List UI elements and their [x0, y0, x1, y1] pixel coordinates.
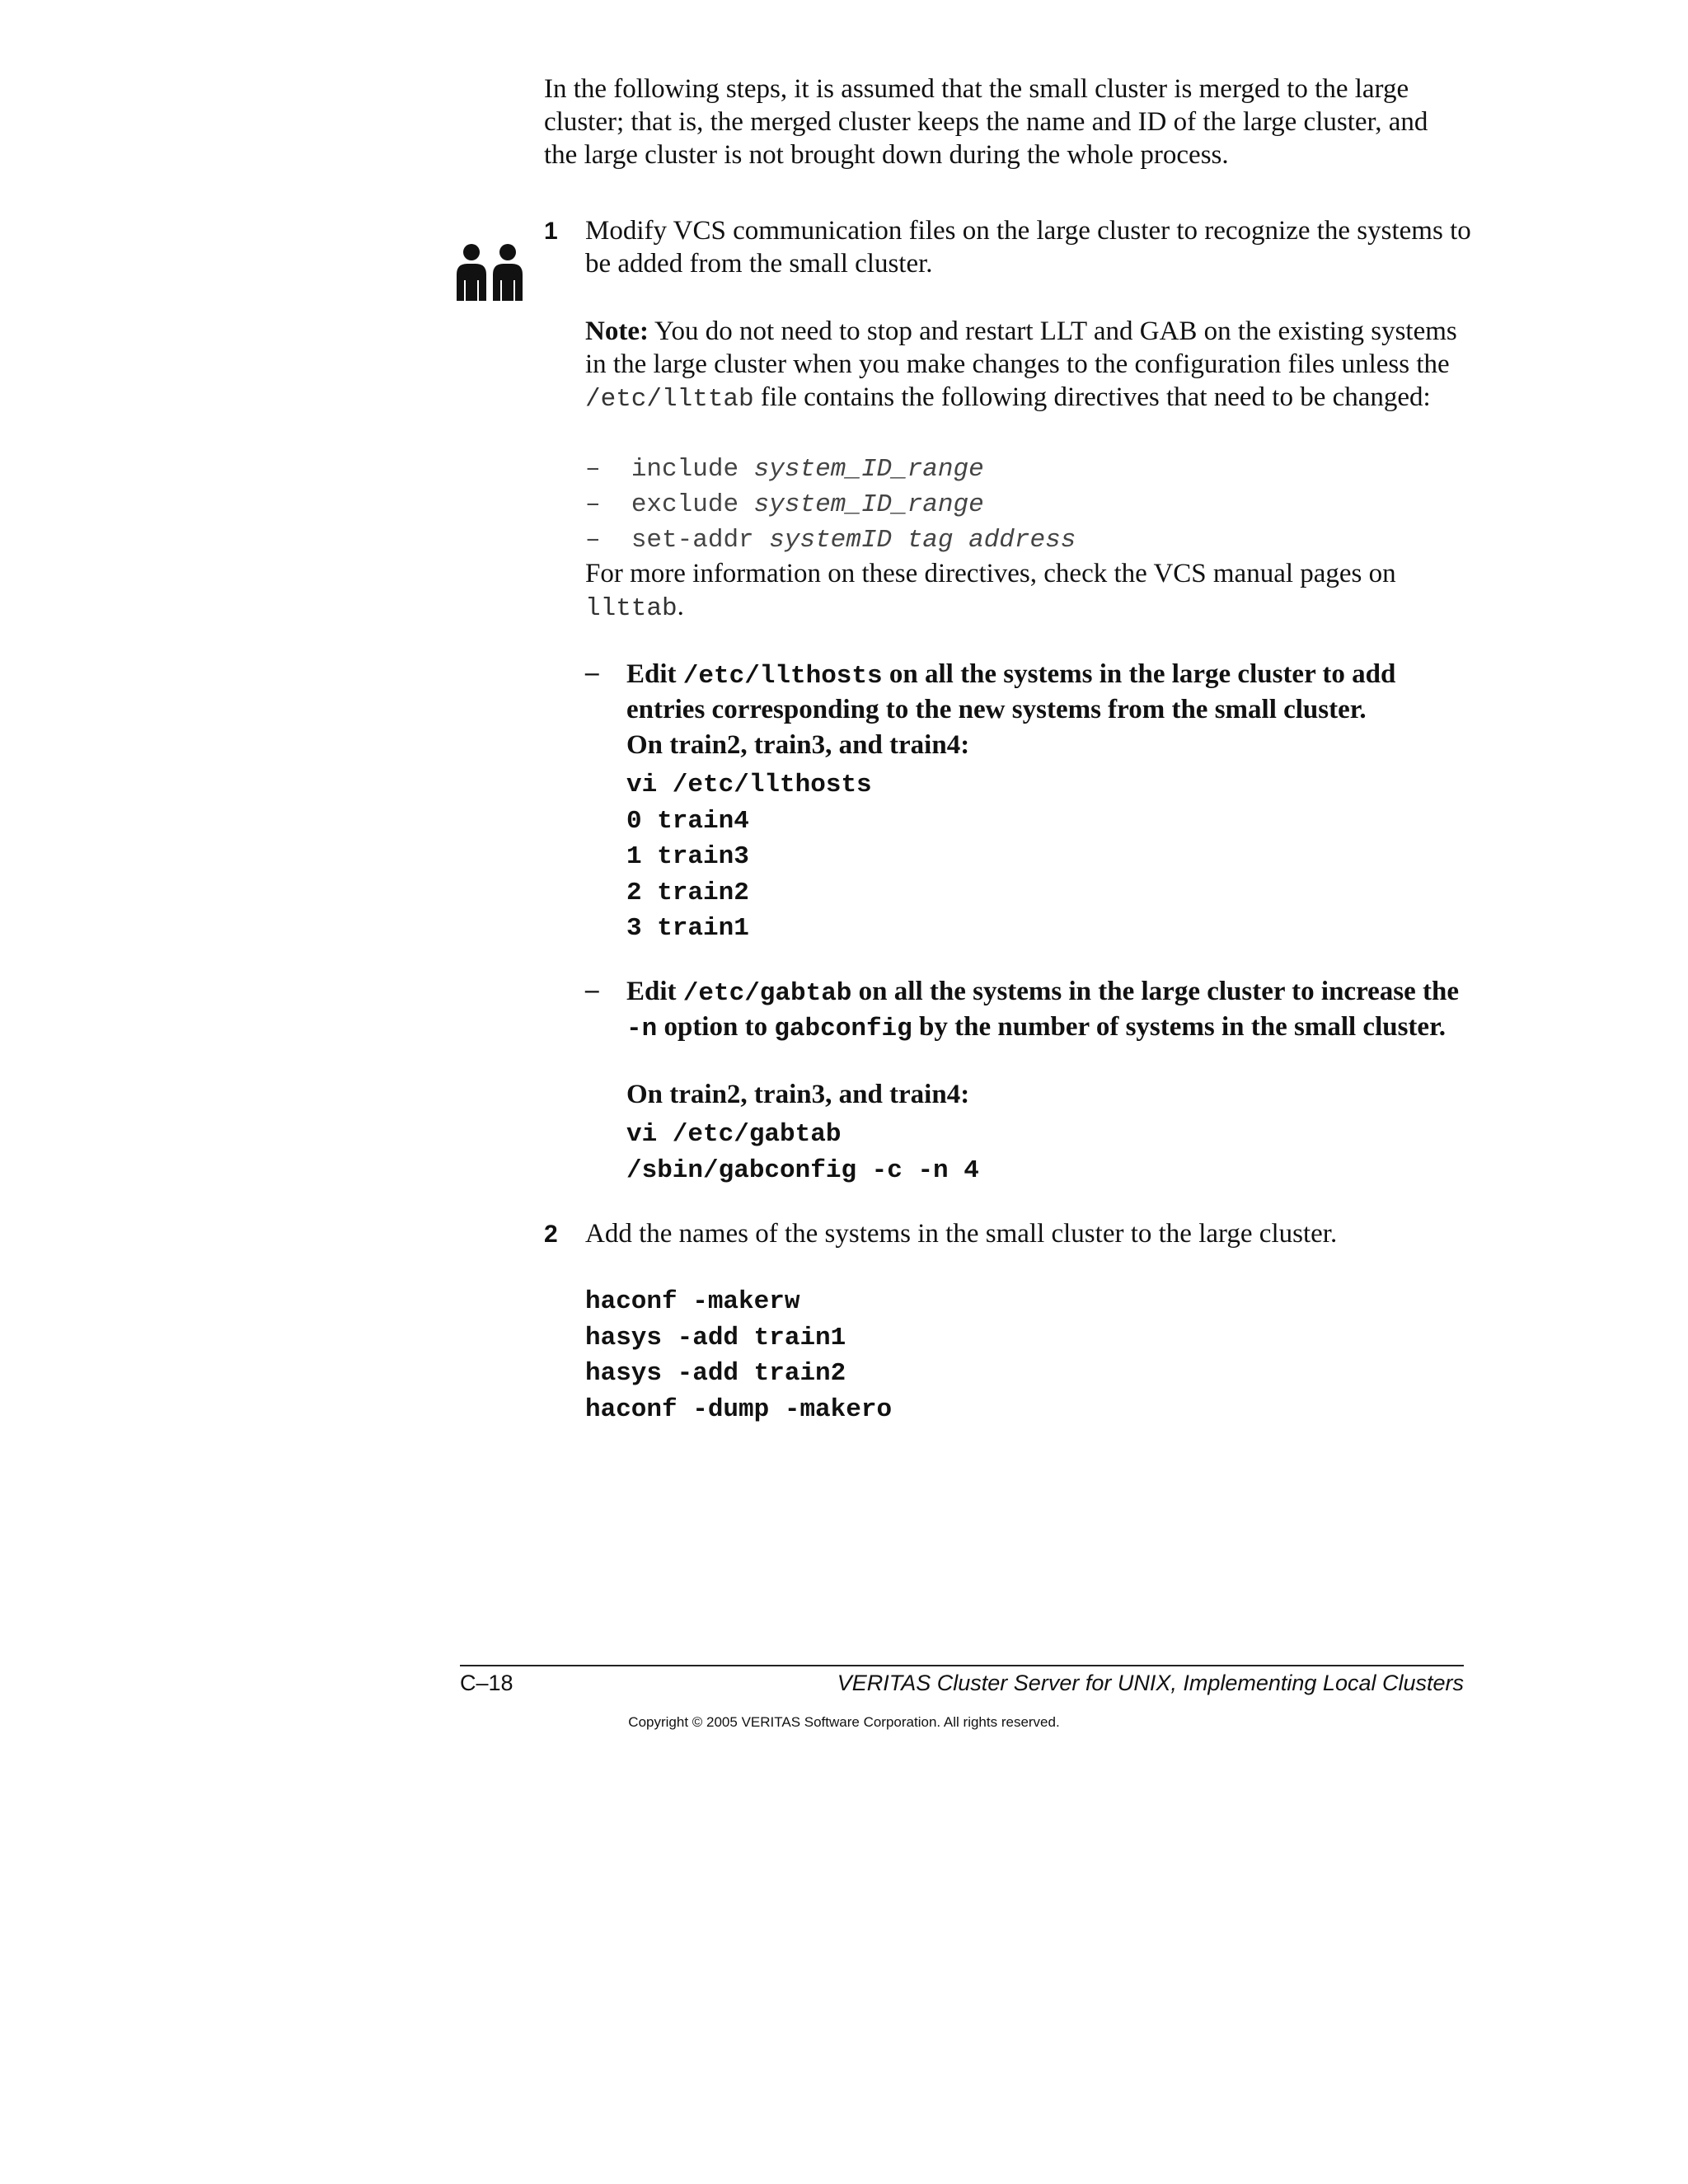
note-file: /etc/llttab: [585, 385, 754, 414]
llthosts-code-block: vi /etc/llthosts 0 train4 1 train3 2 train2 3 train1: [626, 771, 872, 943]
directive-item: – include system_ID_range: [585, 455, 984, 484]
sub-step-a-hosts: On train2, train3, and train4:: [626, 730, 970, 760]
note-paragraph: [585, 315, 1475, 416]
step-1-number: 1: [544, 218, 558, 245]
intro-paragraph: In the following steps, it is assumed that the small cluster is merged to the large cluster; that is, the merged cluster keeps the name and ID of the large cluster, and the large cluster is not brought down during the whole process.: [544, 74, 1428, 170]
step-2-code-block: haconf -makerw hasys -add train1 hasys -add train2 haconf -dump -makero: [585, 1287, 893, 1424]
step-2-text: Add the names of the systems in the small cluster to the large cluster.: [585, 1219, 1338, 1249]
copyright-notice: Copyright © 2005 VERITAS Software Corporation. All rights reserved.: [628, 1714, 1060, 1730]
page-number: C–18: [460, 1671, 513, 1695]
sub-step-b-dash: –: [585, 975, 599, 1005]
step-1-text: Modify VCS communication files on the large cluster to recognize the systems to be added from the small cluster.: [585, 216, 1471, 279]
sub-step-b-heading: Edit /etc/gabtab on all the systems in the large cluster to increase the -n option to gabconfig by the number of systems in the small cluster.: [626, 977, 1460, 1043]
directive-item: – exclude system_ID_range: [585, 490, 984, 519]
sub-step-a-heading: Edit /etc/llthosts on all the systems in the large cluster to add entries corresponding to the new systems from the small cluster.: [626, 659, 1396, 724]
sub-step-b-hosts: On train2, train3, and train4:: [626, 1080, 970, 1109]
directive-list: [585, 452, 1076, 558]
note-label: Note:: [585, 316, 649, 346]
sub-step-a-dash: –: [585, 658, 599, 687]
note-text-after: file contains the following directives that need to be changed:: [753, 382, 1431, 412]
llthosts-file: /etc/llthosts: [682, 662, 883, 691]
gabtab-code-block: vi /etc/gabtab /sbin/gabconfig -c -n 4: [626, 1120, 979, 1185]
footer-title: VERITAS Cluster Server for UNIX, Implementing Local Clusters: [837, 1671, 1464, 1695]
more-info-paragraph: For more information on these directives, check the VCS manual pages on llttab.: [585, 559, 1396, 623]
note-text-before: You do not need to stop and restart LLT and GAB on the existing systems in the large cluster when you make changes to the configuration files unless the: [585, 316, 1457, 379]
llttab-code: llttab: [585, 594, 678, 623]
two-people-icon: [453, 243, 529, 309]
directive-item: – set-addr systemID tag address: [585, 526, 1076, 555]
footer-rule: [460, 1665, 1464, 1666]
step-2-number: 2: [544, 1221, 558, 1248]
gabtab-file: /etc/gabtab: [682, 979, 852, 1008]
